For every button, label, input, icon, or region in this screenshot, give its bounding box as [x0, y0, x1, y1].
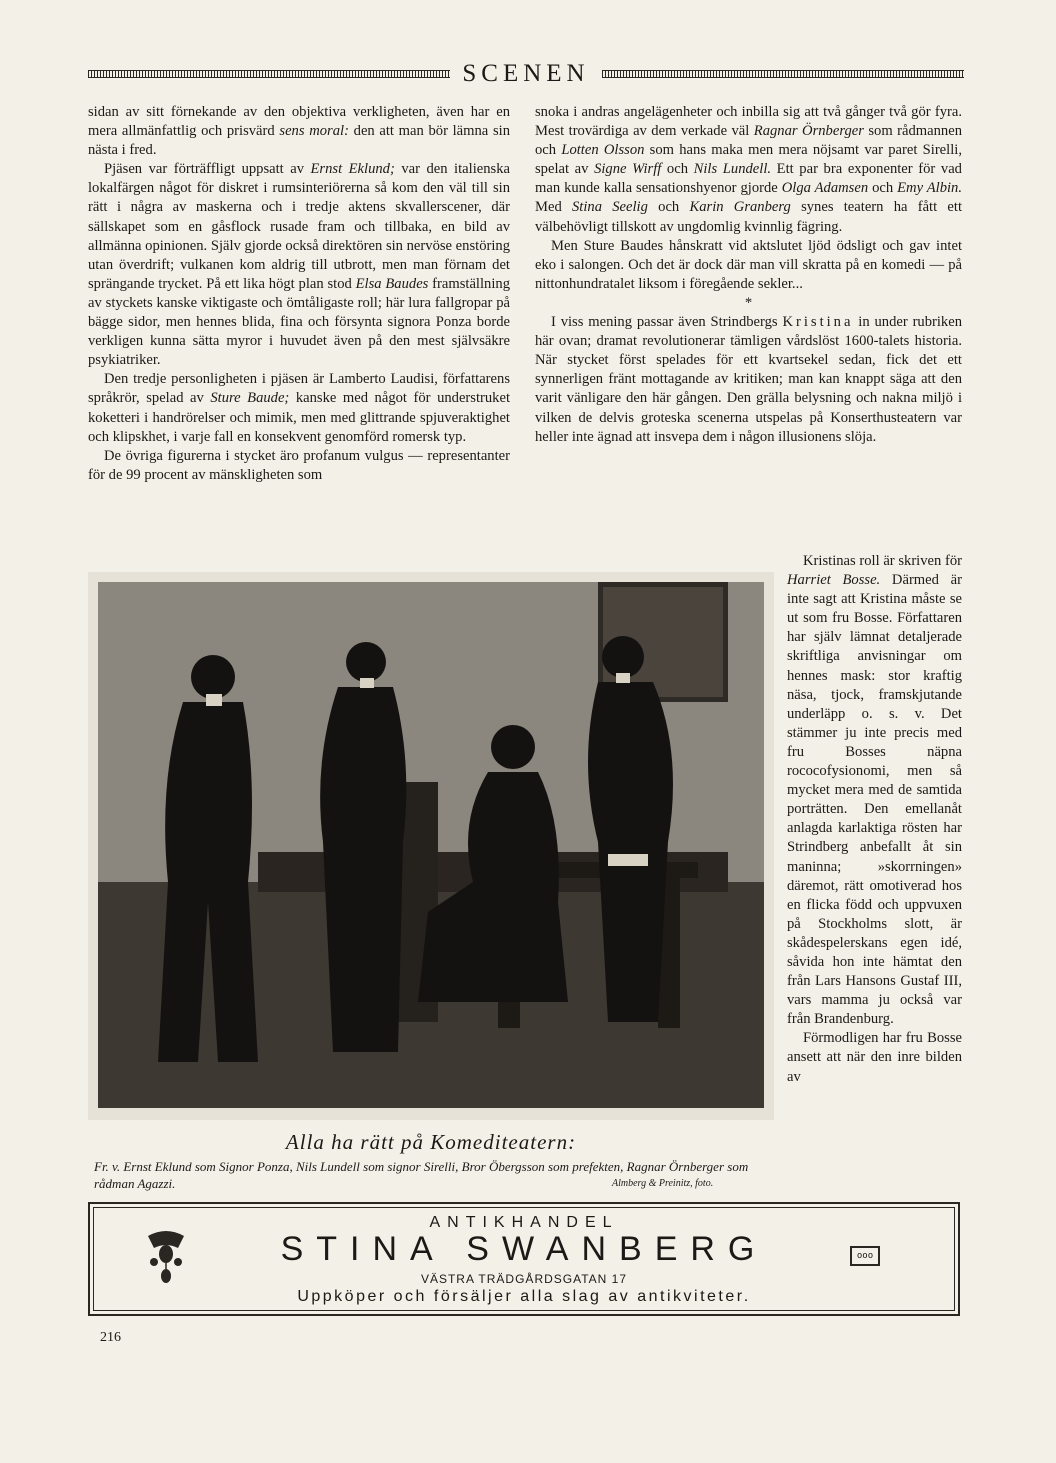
running-title: SCENEN [462, 60, 590, 87]
right-paragraph-1: snoka i andras angelägenheter och inbilla sig att två gånger två gör fyra. Mest trovärdiga av dem verkade väl Ragnar Örnberger som rådmannen och Lotten Olsson som hans maka men mera nöjsamt var paret Sirelli, spelat av Signe Wirff och Nils Lundell. Ett par bra exponenter för vad man kunde kalla sensationshyenor gjorde Olga Adamsen och Emy Albin. Med Stina Seelig och Karin Granberg synes teatern ha fått ett välbehövligt tillskott av ungdomlig kvinnlig fägring. [535, 104, 962, 235]
narrow-paragraph-2: Förmodligen har fru Bosse ansett att när den inre bilden av [787, 1030, 962, 1085]
stage-scene-illustration [98, 582, 764, 1108]
right-paragraph-3: I viss mening passar även Strindbergs Kristina in under rubriken här ovan; dramat revolutionerar tämligen vårdslöst 1600-talets historia. När stycket först spelades för ett kvartsekel sedan, fick det ett synnerligen fränt mottagande av kritiken; man kan knappt säga att den varit vänligare den här gången. Den grälla belysning och nakna miljö i vilken de delvis groteska scenerna utspelas på Konserthusteatern var heller inte ägnad att insvepa dem i någon illusionens slöja. [535, 314, 963, 445]
advertisement-inner-border [93, 1207, 955, 1311]
photo-frame [88, 572, 774, 1120]
ad-address: VÄSTRA TRÄDGÅRDSGATAN 17 [420, 1272, 628, 1286]
running-header [88, 60, 964, 90]
photo-caption-title: Alla ha rätt på Komediteatern: [285, 1130, 577, 1154]
right-paragraph-2: Men Sture Baudes hånskratt vid aktslutet ljöd ödsligt och gav intet eko i salongen. Och det är dock där man vill skratta på en komedi — på nittonhundratalet liksom i föregående sekler... [535, 237, 962, 292]
left-paragraph-3: Den tredje personligheten i pjäsen är Lamberto Laudisi, författarens språkrör, spelad av Sture Baude; kanske med något för understruket koketteri i handrörelser och mimik, men med glittrande spjuveraktighet och klipskhet, i varje fall en konsekvent genomförd romersk typ. [88, 371, 511, 445]
section-divider-star: * [744, 294, 753, 311]
left-column [88, 103, 510, 485]
left-paragraph-2: Pjäsen var förträffligt uppsatt av Ernst Eklund; var den italienska lokalfärgen något för diskret i rumsinteriörerna så kom den väl till sin rätt i några av maskerna och i tredje aktens skvallerscener, där sällskapet som en gåsflock rusade fram och tillbaka, en bild av allmänna opinionen. Själv gjorde också direktören sin nervöse enstöring utan överdrift; vulkanen kom aldrig till utbrott, men man förnam det sprängande trycket. På ett lika högt plan stod Elsa Baudes framställning av styckets kanske viktigaste och ömtåligaste roll; här lura fallgropar på bägge sidor, men hennes blida, fina och försynta signora Ponza borde verkligen kunna sätta myror i huvudet även på den mest självsäkre psykiatriker. [88, 161, 510, 369]
photo-caption-names: Fr. v. Ernst Eklund som Signor Ponza, Nils Lundell som signor Sirelli, Bror Öbergsson som prefekten, Ragnar Örnberger som rådman Agazzi. [94, 1159, 749, 1191]
ad-monogram: ooo [850, 1246, 880, 1266]
header-rule-left [88, 70, 450, 78]
narrow-column [787, 552, 962, 1087]
ad-slogan: Uppköper och försäljer alla slag av antikviteter. [297, 1288, 751, 1305]
left-paragraph-4: De övriga figurerna i stycket äro profanum vulgus — representanter för de 99 procent av mänskligheten som [88, 447, 510, 483]
ad-shop-name: STINA SWANBERG [280, 1230, 768, 1268]
header-rule-right [602, 70, 964, 78]
left-paragraph-1: sidan av sitt förnekande av den objektiva verkligheten, även har en mera allmänfattlig och prisvärd sens moral: den att man bör lämna sin nästa i fred. [88, 104, 511, 159]
stage-photograph [98, 582, 764, 1108]
photo-credit: Almberg & Preinitz, foto. [612, 1178, 714, 1189]
narrow-paragraph-1: Kristinas roll är skriven för Harriet Bosse. Därmed är inte sagt att Kristina måste se ut som fru Bosse. Författaren har själv lämnat detaljerade skriftliga anvisningar om hennes mask: stor kraftig näsa, tjock, framskjutande underläpp o. s. v. Det stämmer ju inte precis med fru Bosses näpna rococofysionomi, men så mycket mera med de samtida porträtten. Den emellanåt anlagda karlaktiga rösten har Strindberg anbefallt åt sin maninna; »skorrningen» däremot, rätt omotiverad hos en flicka född och uppvuxen på Stockholms slott, är skådespelerskans egen idé, såvida hon inte hämtat den från Lars Hansons Gustaf III, vars mamma ju också var från Brandenburg. [787, 553, 962, 1028]
page-number: 216 [100, 1330, 121, 1345]
advertisement [88, 1202, 960, 1316]
right-column [535, 103, 962, 447]
ad-category: ANTIKHANDEL [429, 1214, 619, 1231]
